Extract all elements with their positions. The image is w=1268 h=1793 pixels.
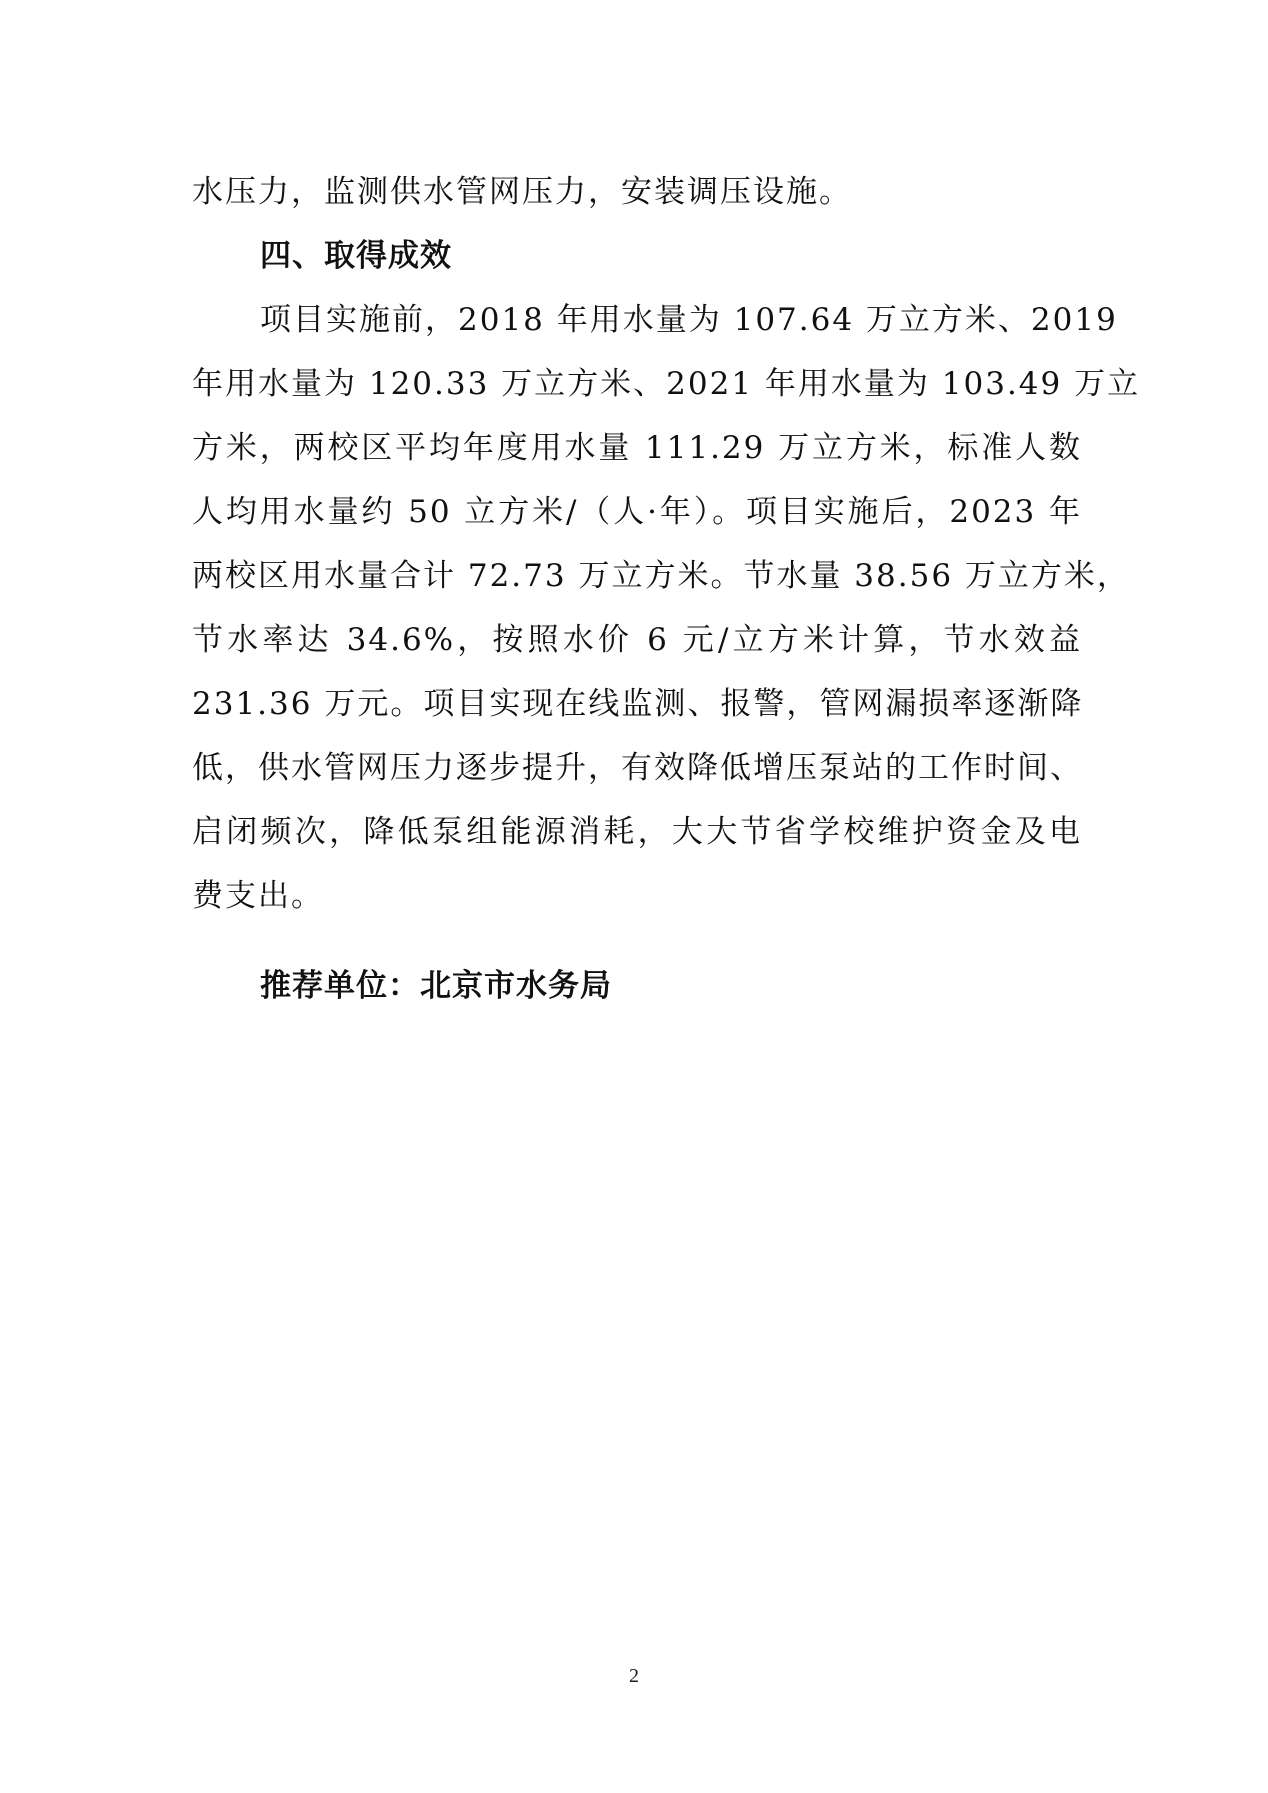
paragraph-line: 低，供水管网压力逐步提升，有效降低增压泵站的工作时间、 (192, 750, 1083, 786)
paragraph-line: 年用水量为 120.33 万立方米、2021 年用水量为 103.49 万立 (192, 366, 1141, 402)
paragraph-line: 人均用水量约 50 立方米/（人·年）。项目实施后，2023 年 (192, 494, 1082, 530)
paragraph-line: 231.36 万元。项目实现在线监测、报警，管网漏损率逐渐降 (192, 686, 1084, 722)
section-heading: 四、取得成效 (260, 238, 452, 274)
page-number: 2 (629, 1665, 639, 1687)
continuation-line: 水压力，监测供水管网压力，安装调压设施。 (192, 174, 852, 210)
paragraph-line: 费支出。 (192, 878, 324, 914)
paragraph-line: 方米，两校区平均年度用水量 111.29 万立方米，标准人数 (192, 430, 1082, 466)
paragraph-line: 项目实施前，2018 年用水量为 107.64 万立方米、2019 (260, 302, 1118, 338)
recommender-line: 推荐单位：北京市水务局 (260, 968, 612, 1004)
paragraph-line: 启闭频次，降低泵组能源消耗，大大节省学校维护资金及电 (192, 814, 1082, 850)
paragraph-line: 两校区用水量合计 72.73 万立方米。节水量 38.56 万立方米， (192, 558, 1130, 594)
paragraph-line: 节水率达 34.6%，按照水价 6 元/立方米计算，节水效益 (192, 622, 1082, 658)
